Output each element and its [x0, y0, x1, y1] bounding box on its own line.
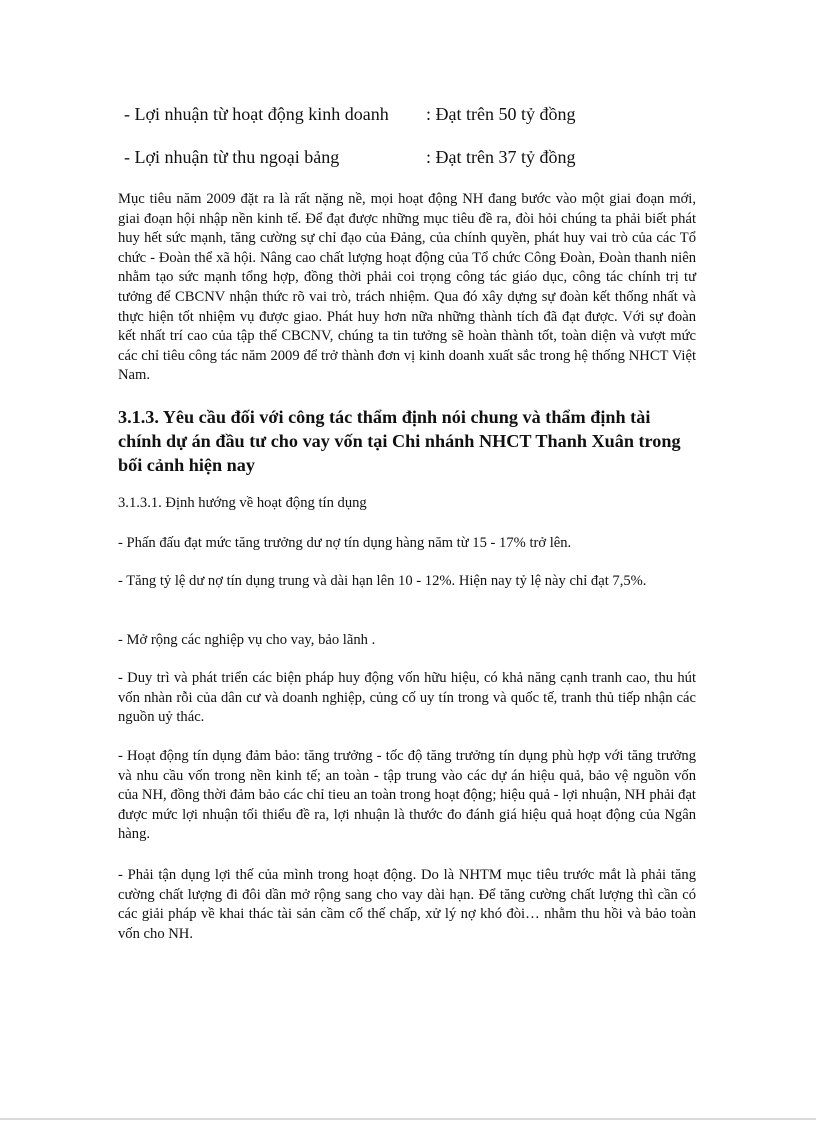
profit-value: : Đạt trên 37 tỷ đồng: [426, 147, 576, 167]
bullet-item: - Phải tận dụng lợi thế của mình trong hoạt động. Do là NHTM mục tiêu trước mắt là phải tăng cường chất lượng đi đôi dần mở rộng sang cho vay dài hạn. Để tăng cường chất lượng thì cần có các giải pháp về khai thác tài sản cầm cố thế chấp, xử lý nợ khó đòi… nhằm thu hồi và bảo toàn vốn cho NH.: [118, 867, 696, 942]
profit-label: - Lợi nhuận từ hoạt động kinh doanh: [124, 104, 389, 124]
section-heading: 3.1.3. Yêu cầu đối với công tác thẩm định nói chung và thẩm định tài chính dự án đầu tư cho vay vốn tại Chi nhánh NHCT Thanh Xuân trong bối cảnh hiện nay: [118, 407, 681, 475]
bullet-item: - Tăng tỷ lệ dư nợ tín dụng trung và dài hạn lên 10 - 12%. Hiện nay tỷ lệ này chỉ đạt 7,5%.: [118, 573, 647, 589]
profit-value: : Đạt trên 50 tỷ đồng: [426, 104, 576, 124]
bullet-item: - Duy trì và phát triển các biện pháp huy động vốn hữu hiệu, có khả năng cạnh tranh cao, thu hút vốn nhàn rỗi của dân cư và doanh nghiệp, củng cố uy tín trong và quốc tế, tranh thủ tiếp nhận các nguồn uỷ thác.: [118, 670, 696, 726]
bullet-item: - Hoạt động tín dụng đảm bảo: tăng trưởng - tốc độ tăng trưởng tín dụng phù hợp với tăng trưởng và nhu cầu vốn trong nền kinh tế; an toàn - tập trung vào các dự án hiệu quả, bảo vệ nguồn vốn của NH, đồng thời đảm bảo các chỉ tieu an toàn trong hoạt động; hiệu quả - lợi nhuận, NH phải đạt được mức lợi nhuận tối thiểu đề ra, lợi nhuận là thước đo đánh giá hiệu quả hoạt động của Ngân hàng.: [118, 748, 696, 843]
intro-paragraph: Mục tiêu năm 2009 đặt ra là rất nặng nề, mọi hoạt động NH đang bước vào một giai đoạn mới, giai đoạn hội nhập nền kinh tế. Để đạt được những mục tiêu đề ra, đòi hỏi chúng ta phải biết phát huy hết sức mạnh, tăng cường sự chỉ đạo của Đảng, của chính quyền, phát huy vai trò của các Tổ chức - Đoàn thể xã hội. Nâng cao chất lượng hoạt động của Tổ chức Công Đoàn, Đoàn thanh niên nhằm tạo sức mạnh tổng hợp, đồng thời phải coi trọng công tác giáo dục, công tác chính trị tư tưởng để CBCNV nhận thức rõ vai trò, trách nhiệm. Qua đó xây dựng sự đoàn kết thống nhất và thực hiện tốt nhiệm vụ được giao. Phát huy hơn nữa những thành tích đã đạt được. Với sự đoàn kết nhất trí cao của tập thể CBCNV, chúng ta tin tưởng sẽ hoàn thành tốt, toàn diện và vượt mức các chỉ tiêu công tác năm 2009 để trở thành đơn vị kinh doanh xuất sắc trong hệ thống NHCT Việt Nam.: [118, 191, 696, 384]
bullet-item: - Phấn đấu đạt mức tăng trưởng dư nợ tín dụng hàng năm từ 15 - 17% trở lên.: [118, 535, 572, 551]
subsection-heading: 3.1.3.1. Định hướng về hoạt động tín dụng: [118, 495, 367, 511]
profit-label: - Lợi nhuận từ thu ngoại bảng: [124, 147, 340, 167]
page-bottom-rule: [0, 1118, 816, 1120]
bullet-item: - Mở rộng các nghiệp vụ cho vay, bảo lãnh .: [118, 632, 376, 648]
